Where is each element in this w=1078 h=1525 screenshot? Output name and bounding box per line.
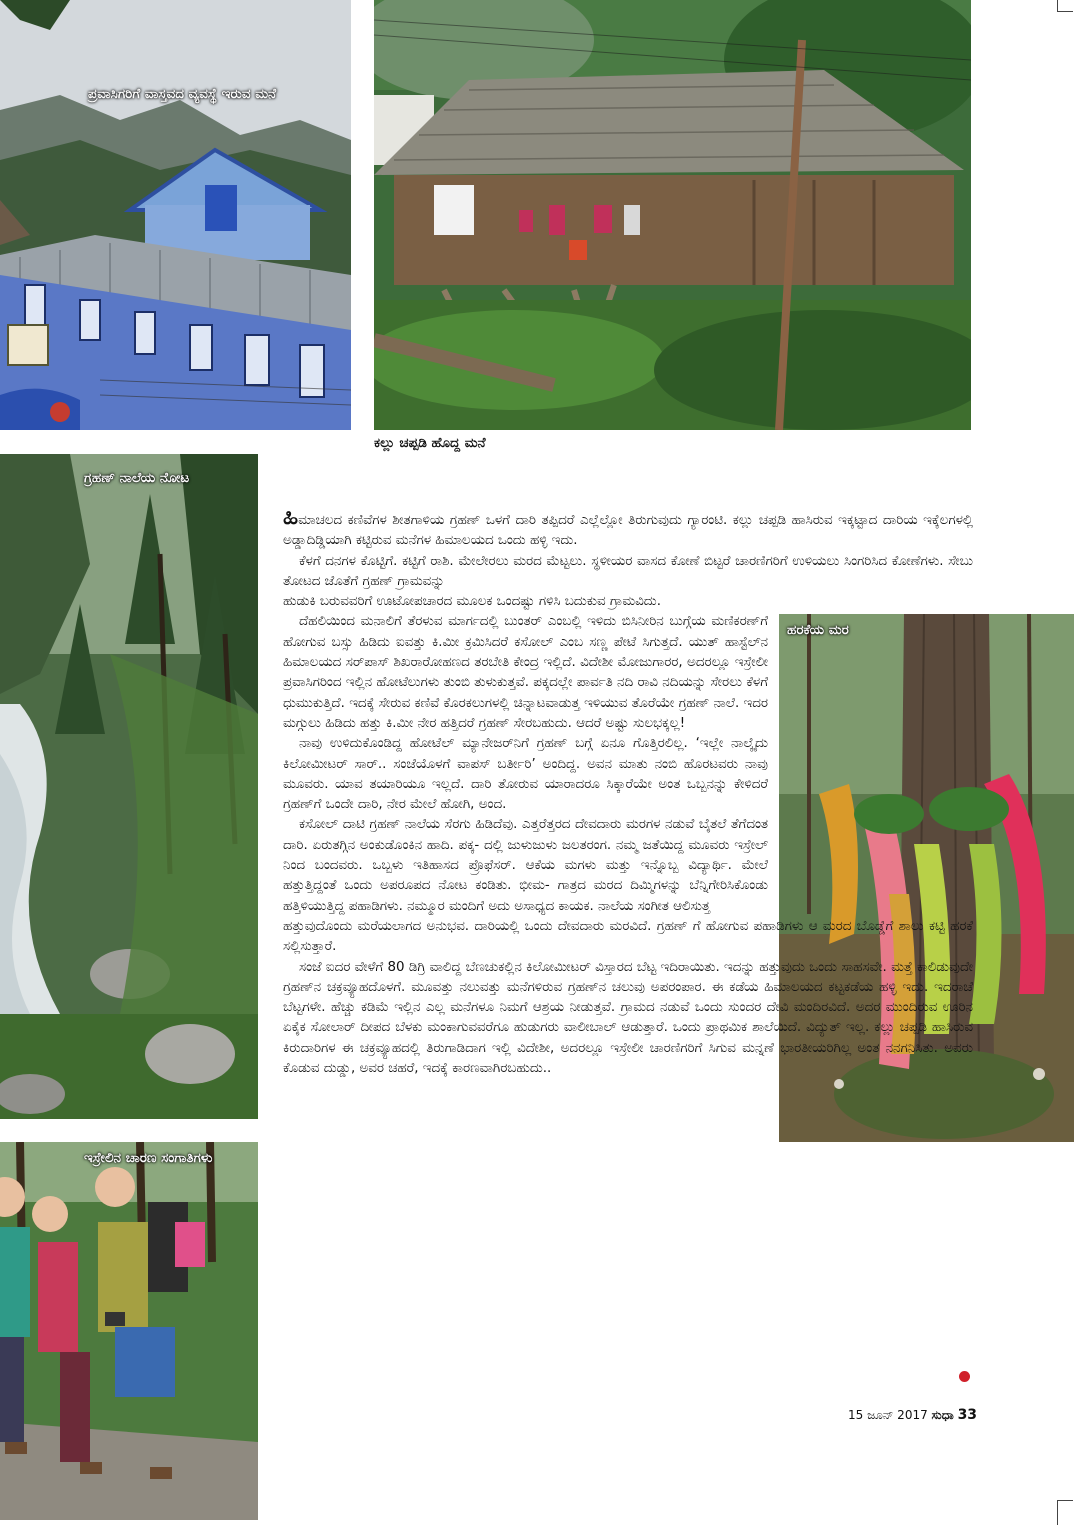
paragraph-1-text: ಮಾಚಲದ ಕಣಿವೆಗಳ ಶೀತಗಾಳಿಯ ಗ್ರಹಣ್ ಒಳಗೆ ದಾರಿ ತಪ್ಪಿದರೆ ಎಲ್ಲೆಲ್ಲೋ ತಿರುಗುವುದು ಗ್ಯಾರಂಟಿ. ಕಲ್ಲು ಚಪ್ಪಡಿ ಹಾಸಿರುವ ಇಕ್ಕಟ್ಟಾದ ದಾರಿಯ ಇಕ್ಕೆಲಗಳಲ್ಲಿ ಅಡ್ಡಾದಿಡ್ಡಿಯಾಗಿ ಕಟ್ಟಿರುವ ಮನೆಗಳ ಹಿಮಾಲಯದ ಒಂದು ಹಳ್ಳಿ ಇದು. <box>283 513 973 549</box>
page-folio <box>848 1407 977 1423</box>
caption-companions: ಇಸ್ರೇಲಿನ ಚಾರಣ ಸಂಗಾತಿಗಳು <box>84 1150 213 1166</box>
photo-homestay <box>0 0 351 430</box>
caption-valley: ಗ್ರಹಣ್ ನಾಲೆಯ ನೋಟ <box>84 470 190 486</box>
article-paragraph-3: ದೆಹಲಿಯಿಂದ ಮನಾಲಿಗೆ ತೆರಳುವ ಮಾರ್ಗದಲ್ಲಿ ಬುಂತರ್ ಎಂಬಲ್ಲಿ ಇಳಿದು ಬಿಸಿನೀರಿನ ಬುಗ್ಗೆಯ ಮಣಿಕರಣ್‌ಗೆ ಹೋಗುವ ಬಸ್ಸು ಹಿಡಿದು ಐವತ್ತು ಕಿ.ಮೀ ಕ್ರಮಿಸಿದರೆ ಕಸೋಲ್ ಎಂಬ ಸಣ್ಣ ಪೇಟೆ ಸಿಗುತ್ತದೆ. ಯುತ್ ಹಾಸ್ಟೆಲ್‌ನ ಹಿಮಾಲಯದ ಸರ್‌ಪಾಸ್ ಶಿಖರಾರೋಹಣದ ತರಬೇತಿ ಕೇಂದ್ರ ಇಲ್ಲಿದೆ. ವಿದೇಶೀ ಮೋಜುಗಾರರ, ಅದರಲ್ಲೂ ಇಸ್ರೇಲೀ ಪ್ರವಾಸಿಗರಿಂದ ಇಲ್ಲಿನ ಹೋಟೆಲುಗಳು ತುಂಬಿ ತುಳುಕುತ್ತವೆ. ಪಕ್ಕದಲ್ಲೇ ಪಾರ್ವತಿ ನದಿ ರಾವಿ ನದಿಯನ್ನು ಸೇರಲು ಕೆಳಗೆ ಧುಮುಕುತ್ತಿದೆ. ಇದಕ್ಕೆ ಸೇರುವ ಕಣಿವೆ ಕೊರಕಲುಗಳಲ್ಲಿ ಚಿನ್ನಾಟವಾಡುತ್ತ ಇಳಿಯುವ ತೊರೆಯೇ ಗ್ರಹಣ್ ನಾಲೆ. ಇದರ ಮಗ್ಗುಲು ಹಿಡಿದು ಹತ್ತು ಕಿ.ಮೀ ನೇರ ಹತ್ತಿದರೆ ಗ್ರಹಣ್ ಸೇರಬಹುದು. ಆದರೆ ಅಷ್ಟು ಸುಲಭಕ್ಕಲ್ಲ! <box>283 614 768 731</box>
caption-homestay: ಪ್ರವಾಸಿಗರಿಗೆ ವಾಸ್ತವದ ವ್ಯವಸ್ಥೆ ಇರುವ ಮನೆ <box>88 86 277 102</box>
article-paragraph-2: ಕೆಳಗೆ ದನಗಳ ಕೊಟ್ಟಿಗೆ. ಕಟ್ಟಿಗೆ ರಾಶಿ. ಮೇಲೇರಲು ಮರದ ಮೆಟ್ಟಲು. ಸ್ಥಳೀಯರ ವಾಸದ ಕೋಣೆ ಬಿಟ್ಟರೆ ಚಾರಣಿಗರಿಗೆ ಉಳಿಯಲು ಸಿಂಗರಿಸಿದ ಕೋಣೆಗಳು. ಸೇಬು ತೋಟದ ಜೊತೆಗೆ ಗ್ರಹಣ್ ಗ್ರಾಮವನ್ನು <box>283 553 973 589</box>
folio-magazine: ಸುಧಾ <box>931 1408 954 1422</box>
caption-stone-roof-house: ಕಲ್ಲು ಚಪ್ಪಡಿ ಹೊದ್ದ ಮನೆ <box>374 435 486 451</box>
page-number: 33 <box>957 1407 978 1423</box>
article-paragraph-4: ನಾವು ಉಳಿದುಕೊಂಡಿದ್ದ ಹೋಟೆಲ್ ಮ್ಯಾನೇಜರ್‌ನಿಗೆ ಗ್ರಹಣ್ ಬಗ್ಗೆ ಏನೂ ಗೊತ್ತಿರಲಿಲ್ಲ. ‘ಇಲ್ಲೇ ನಾಲ್ಕೈದು ಕಿಲೋಮೀಟರ್ ಸಾರ್.. ಸಂಜೆಯೊಳಗೆ ವಾಪಸ್ ಬರ್ತೀರಿ’ ಅಂದಿದ್ದ. ಅವನ ಮಾತು ನಂಬಿ ಹೊರಟವರು ನಾವು ಮೂವರು. ಯಾವ ತಯಾರಿಯೂ ಇಲ್ಲದೆ. ದಾರಿ ತೋರುವ ಯಾರಾದರೂ ಸಿಕ್ಕಾರೆಯೇ ಅಂತ ಒಬ್ಬನನ್ನು ಕೇಳಿದರೆ ಗ್ರಹಣ್‌ಗೆ ಒಂದೇ ದಾರಿ, ನೇರ ಮೇಲೆ ಹೋಗಿ, ಅಂದ. <box>283 736 768 813</box>
crop-mark-bottom-right <box>1057 1500 1073 1525</box>
article-body <box>283 505 973 1079</box>
photo-stone-roof-house <box>374 0 971 430</box>
article-paragraph-2-cont: ಹುಡುಕಿ ಬರುವವರಿಗೆ ಊಟೋಪಚಾರದ ಮೂಲಕ ಒಂದಷ್ಟು ಗಳಿಸಿ ಬದುಕುವ ಗ್ರಾಮವಿದು. <box>283 594 661 610</box>
article-narrow-column <box>283 592 768 917</box>
drop-cap: ಹಿ <box>283 505 299 530</box>
article-paragraph-1 <box>283 505 973 552</box>
photo-companions <box>0 1142 258 1520</box>
folio-date: 15 ಜೂನ್ 2017 <box>848 1408 928 1422</box>
article-paragraph-5: ಕಸೋಲ್ ದಾಟಿ ಗ್ರಹಣ್ ನಾಲೆಯ ಸೆರಗು ಹಿಡಿದೆವು. ಎತ್ತರೆತ್ತರದ ದೇವದಾರು ಮರಗಳ ನಡುವೆ ಬೈತಲೆ ತೆಗೆದಂತ ದಾರಿ. ಏರುತಗ್ಗಿನ ಅಂಕುಡೊಂಕಿನ ಹಾದಿ. ಪಕ್ಕ- ದಲ್ಲಿ ಜುಳುಜುಳು ಜಲತರಂಗ. ನಮ್ಮ ಜತೆಯಿದ್ದ ಮೂವರು ಇಸ್ರೇಲ್ ನಿಂದ ಬಂದವರು. ಒಬ್ಬಳು ಇತಿಹಾಸದ ಪ್ರೊಫೆಸರ್. ಆಕೆಯ ಮಗಳು ಮತ್ತು ಇನ್ನೊಬ್ಬ ವಿದ್ಯಾರ್ಥಿ. ಮೇಲೆ ಹತ್ತುತ್ತಿದ್ದಂತೆ ಒಂದು ಅಪರೂಪದ ನೋಟ ಕಂಡಿತು. ಭೀಮ- ಗಾತ್ರದ ಮರದ ದಿಮ್ಮಿಗಳನ್ನು ಬೆನ್ನಿಗೇರಿಸಿಕೊಂಡು ಹತ್ತಿಳಿಯುತ್ತಿದ್ದ ಪಹಾಡಿಗಳು. ನಮ್ಮೂರ ಮಂದಿಗೆ ಅದು ಅಸಾಧ್ಯದ ಕಾಯಕ. ನಾಲೆಯ ಸಂಗೀತ ಆಲಿಸುತ್ತ <box>283 817 768 914</box>
article-paragraph-6: ಸಂಜೆ ಐದರ ವೇಳೆಗೆ 80 ಡಿಗ್ರಿ ವಾಲಿದ್ದ ಬೆಣಚುಕಲ್ಲಿನ ಕಿಲೋಮೀಟರ್ ವಿಸ್ತಾರದ ಬೆಟ್ಟ ಇದಿರಾಯಿತು. ಇದನ್ನು ಹತ್ತುವುದು ಒಂದು ಸಾಹಸವೇ. ಮತ್ತೆ ಕಾಲಿಡುವುದೇ ಗ್ರಹಣ್‌ನ ಚಕ್ರವ್ಯೂಹದೊಳಗೆ. ಮೂವತ್ತು ನಲುವತ್ತು ಮನೆಗಳಿರುವ ಗ್ರಹಣ್‌ನ ಚಲುವು ಅಪರಂಪಾರ. ಈ ಕಡೆಯ ಹಿಮಾಲಯದ ಕಟ್ಟಕಡೆಯ ಹಳ್ಳಿ ಇದು. ಇದರಾಚೆ ಬೆಟ್ಟಗಳೇ. ಹೆಚ್ಚು ಕಡಿಮೆ ಇಲ್ಲಿನ ಎಲ್ಲ ಮನೆಗಳೂ ನಿಮಗೆ ಆಶ್ರಯ ನೀಡುತ್ತವೆ. ಗ್ರಾಮದ ನಡುವೆ ಒಂದು ಸುಂದರ ದೇವಿ ಮಂದಿರವಿದೆ. ಅದರ ಮುಂದಿರುವ ಊರಿನ ಏಕೈಕ ಸೋಲಾರ್ ದೀಪದ ಬೆಳಕು ಮಂಕಾಗುವವರೆಗೂ ಹುಡುಗರು ವಾಲೀಬಾಲ್ ಆಡುತ್ತಾರೆ. ಒಂದು ಪ್ರಾಥಮಿಕ ಶಾಲೆಯಿದೆ. ವಿದ್ಯುತ್ ಇಲ್ಲ. ಕಲ್ಲು ಚಪ್ಪಡಿ ಹಾಸಿರುವ ಕಿರುದಾರಿಗಳ ಈ ಚಕ್ರವ್ಯೂಹದಲ್ಲಿ ತಿರುಗಾಡಿದಾಗ ಇಲ್ಲಿ ವಿದೇಶೀ, ಅದರಲ್ಲೂ ಇಸ್ರೇಲೀ ಚಾರಣಿಗರಿಗೆ ಸಿಗುವ ಮನ್ನಣೆ ಭಾರತೀಯರಿಗಿಲ್ಲ ಅಂತ ನನಗನಿಸಿತು. ಅವರು ಕೊಡುವ ದುಡ್ಡು, ಅವರ ಚಹರೆ, ಇದಕ್ಕೆ ಕಾರಣವಾಗಿರಬಹುದು.. <box>283 959 973 1077</box>
photo-valley <box>0 454 258 1119</box>
crop-mark-top-right <box>1057 0 1073 12</box>
caption-votive-tree: ಹರಕೆಯ ಮರ <box>787 622 849 638</box>
end-marker-dot <box>959 1371 970 1382</box>
article-paragraph-5-cont: ಹತ್ತುವುದೊಂದು ಮರೆಯಲಾಗದ ಅನುಭವ. ದಾರಿಯಲ್ಲಿ ಒಂದು ದೇವದಾರು ಮರವಿದೆ. ಗ್ರಹಣ್ ಗೆ ಹೋಗುವ ಪಹಾಡಿಗಳು ಆ ಮರದ ಬೊಡ್ಡೆಗೆ ಶಾಲು ಕಟ್ಟಿ ಹರಕೆ ಸಲ್ಲಿಸುತ್ತಾರೆ. <box>283 918 973 955</box>
